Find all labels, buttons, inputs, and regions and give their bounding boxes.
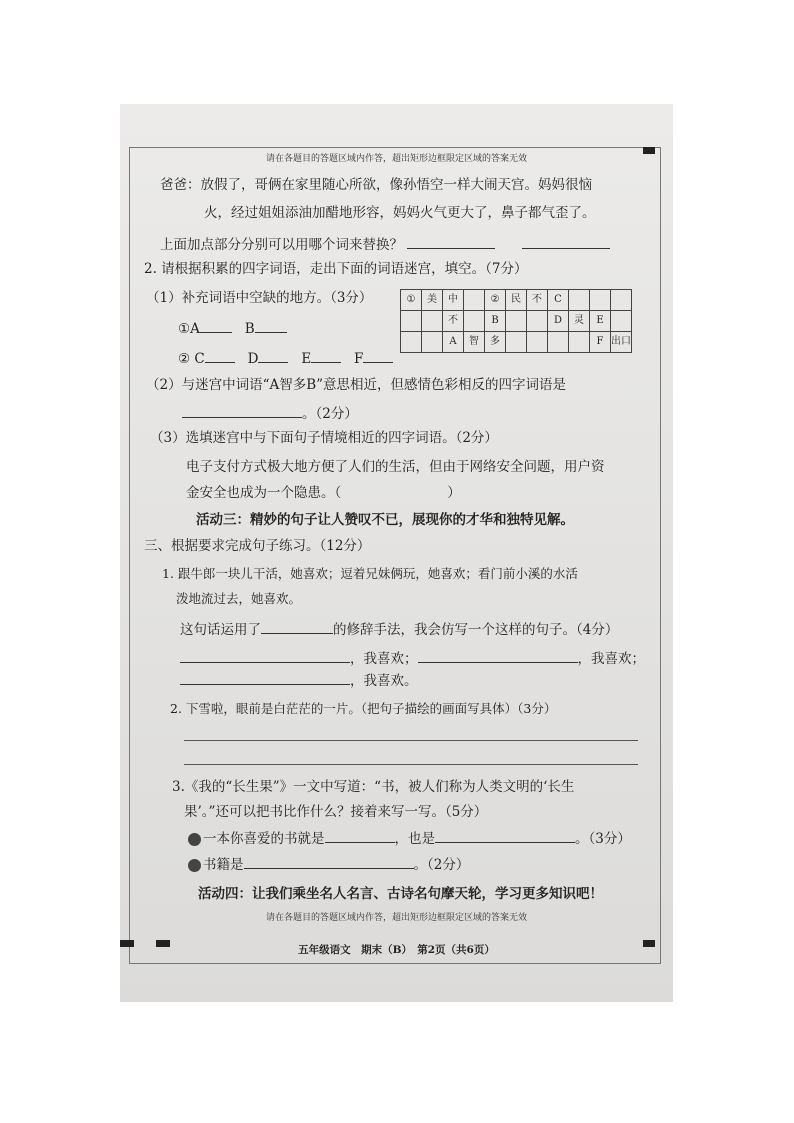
section3-title: 三、根据要求完成句子练习。（12分） [144, 538, 371, 554]
q2-sub3-line2: 金安全也成为一个隐患。（ ） [186, 485, 461, 501]
maze-cell: B [485, 311, 506, 332]
s3-q1-line2: 泼地流过去，她喜欢。 [176, 591, 302, 606]
answer-blank[interactable] [325, 830, 395, 843]
s3-q2: 2. 下雪啦，眼前是白茫茫的一片。（把句子描绘的画面写具体）（3分） [170, 701, 557, 716]
answer-blank[interactable] [182, 405, 302, 418]
q2-sub2: （2）与迷宫中词语“A智多B”意思相近，但感情色彩相反的四字词语是 [146, 377, 567, 393]
maze-row [401, 311, 632, 332]
maze-cell [464, 311, 485, 332]
answer-blank[interactable] [205, 350, 235, 363]
answer-blank[interactable] [258, 350, 288, 363]
girl-avatar-icon [188, 833, 201, 846]
activity3-banner: 活动三：精妙的句子让人赞叹不已，展现你的才华和独特见解。 [196, 512, 574, 528]
maze-cell: ① [401, 290, 422, 311]
s3-q3-answer-b: 书籍是 。（2分） [188, 856, 469, 873]
maze-answer-row2: ② C D E F [178, 350, 393, 367]
boy-avatar-icon [188, 859, 201, 872]
maze-cell [422, 311, 443, 332]
q1-question: 上面加点部分分别可以用哪个词来替换？ [160, 236, 610, 253]
writing-line[interactable] [184, 740, 638, 741]
q1-line2: 火，经过姐姐添油加醋地形容，妈妈火气更大了，鼻子都气歪了。 [204, 205, 596, 221]
s3-q1-line1: 1. 跟牛郎一块儿干活，她喜欢；逗着兄妹俩玩，她喜欢；看门前小溪的水活 [162, 566, 578, 581]
answer-blank[interactable] [407, 236, 495, 249]
maze-cell: 中 [443, 290, 464, 311]
maze-cell [401, 332, 422, 353]
maze-cell: 智 [464, 332, 485, 353]
answer-blank[interactable] [311, 350, 341, 363]
maze-cell: 美 [422, 290, 443, 311]
q2-sub3: （3）选填迷宫中与下面句子情境相近的四字词语。（2分） [150, 430, 498, 446]
maze-cell [527, 311, 548, 332]
maze-cell: 灵 [569, 311, 590, 332]
exam-sheet [120, 104, 673, 1002]
answer-blank[interactable] [244, 856, 414, 869]
maze-cell: 出口 [611, 332, 632, 353]
q2-title: 2. 请根据积累的四字词语，走出下面的词语迷宫，填空。（7分） [144, 261, 528, 277]
word-maze-grid [400, 289, 632, 353]
maze-cell: ② [485, 290, 506, 311]
s3-q3-line2: 果’。”还可以把书比作什么？接着来写一写。（5分） [184, 804, 488, 820]
maze-cell: A [443, 332, 464, 353]
q2-sub2-answer: 。（2分） [182, 405, 358, 422]
maze-cell: C [548, 290, 569, 311]
maze-cell [506, 332, 527, 353]
maze-cell [569, 332, 590, 353]
maze-cell: 多 [485, 332, 506, 353]
maze-cell: 不 [443, 311, 464, 332]
maze-cell [464, 290, 485, 311]
activity4-banner: 活动四：让我们乘坐名人名言、古诗名句摩天轮，学习更多知识吧！ [198, 886, 603, 902]
maze-cell [527, 332, 548, 353]
maze-cell: 民 [506, 290, 527, 311]
maze-answer-row1: ①A B [178, 320, 287, 337]
answer-blank[interactable] [180, 672, 350, 685]
writing-line[interactable] [184, 764, 638, 765]
s3-q1-fill-row2: ，我喜欢。 [180, 672, 418, 689]
maze-row [401, 290, 632, 311]
maze-cell [401, 311, 422, 332]
maze-cell [422, 332, 443, 353]
answer-blank[interactable] [200, 320, 232, 333]
maze-cell [611, 311, 632, 332]
page-footer: 五年级语文 期末（B） 第2页（共6页） [298, 944, 495, 956]
maze-cell [611, 290, 632, 311]
maze-cell: F [590, 332, 611, 353]
answer-blank[interactable] [522, 236, 610, 249]
answer-blank[interactable] [435, 830, 575, 843]
maze-cell [569, 290, 590, 311]
maze-cell: 不 [527, 290, 548, 311]
header-notice: 请在各题目的答题区域内作答，超出矩形边框限定区域的答案无效 [265, 154, 527, 164]
maze-cell [548, 332, 569, 353]
answer-blank[interactable] [255, 320, 287, 333]
s3-q1-ask: 这句话运用了 的修辞手法，我会仿写一个这样的句子。（4分） [180, 622, 619, 638]
answer-blank[interactable] [261, 621, 333, 634]
maze-cell [590, 290, 611, 311]
answer-blank[interactable] [418, 650, 578, 663]
answer-blank[interactable] [363, 350, 393, 363]
q1-line1: 爸爸：放假了，哥俩在家里随心所欲，像孙悟空一样大闹天宫。妈妈很恼 [160, 177, 592, 193]
maze-cell: D [548, 311, 569, 332]
q2-sub1: （1）补充词语中空缺的地方。（3分） [146, 290, 373, 306]
maze-cell [506, 311, 527, 332]
maze-cell: E [590, 311, 611, 332]
answer-blank[interactable] [180, 650, 350, 663]
s3-q1-fill-row1: ，我喜欢； ，我喜欢； [180, 650, 645, 667]
q2-sub3-line1: 电子支付方式极大地方便了人们的生活，但由于网络安全问题，用户资 [186, 459, 605, 475]
footer-notice: 请在各题目的答题区域内作答，超出矩形边框限定区域的答案无效 [265, 913, 527, 923]
maze-row [401, 332, 632, 353]
s3-q3-line1: 3.《我的“长生果”》一文中写道：“书，被人们称为人类文明的‘长生 [172, 779, 575, 795]
s3-q3-answer-a: 一本你喜爱的书就是 ，也是 。（3分） [188, 830, 631, 847]
